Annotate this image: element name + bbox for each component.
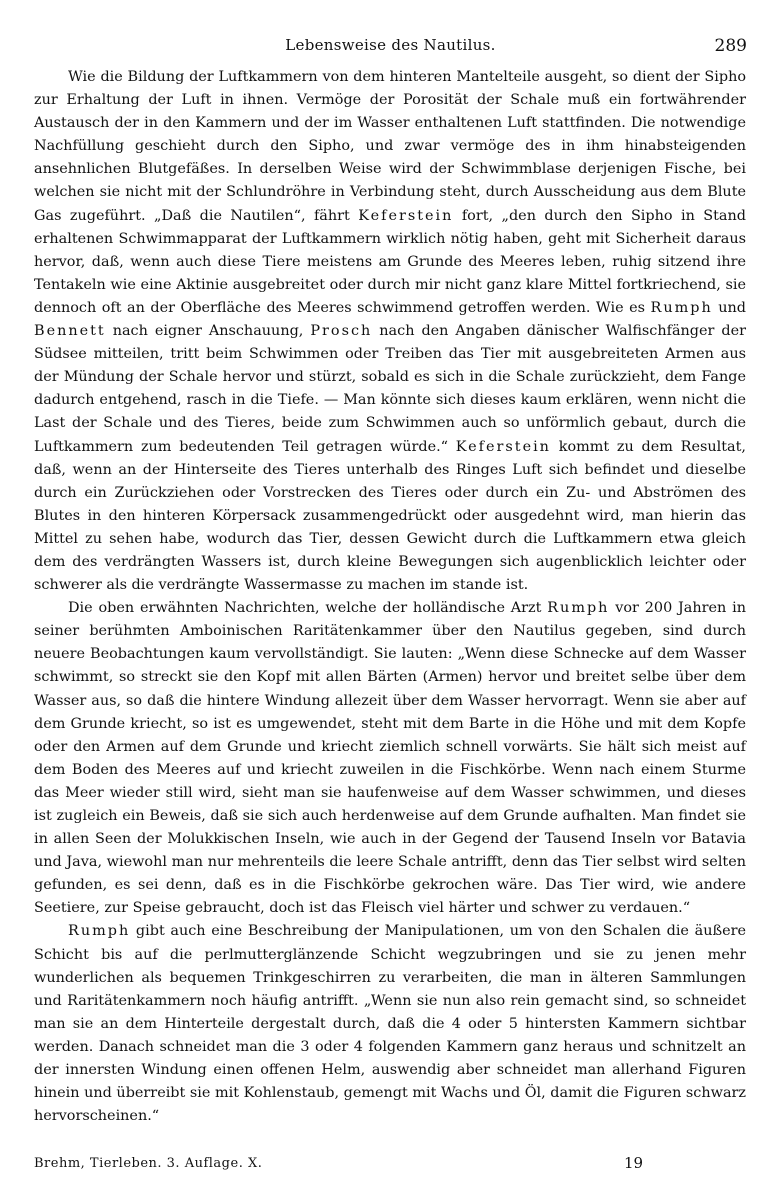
- name-emphasis: Rumph: [650, 299, 713, 316]
- page-number: 289: [714, 36, 747, 56]
- sheet-signature: 19: [624, 1154, 644, 1172]
- text-run: nach den Angaben dänischer Walfischfänger der Südsee mitteilen, tritt beim Schwimmen oder Treiben das Tier mit ausgebreiteten Armen aus der Mündung der Schale hervor und stürzt, sobald es sich in die Schale zurückzieht, dem Fange dadurch entgehend, rasch in die Tiefe. — Man könnte sich dieses kaum erklären, wenn nicht die Last der Schale und des Tieres, beide zum Schwimmen auch so unförmlich gebaut, durch die Luftkammern zum bedeutenden Teil getragen würde.“: [34, 323, 746, 455]
- text-run: Die oben erwähnten Nachrichten, welche der holländische Arzt: [68, 600, 548, 617]
- text-run: vor 200 Jahren in seiner berühmten Amboinischen Raritätenkammer über den Nautilus gegeben, sind durch neuere Beobachtungen kaum vervollständigt. Sie lauten: „Wenn diese Schnecke auf dem Wasser schwimmt, so streckt sie den Kopf mit allen Bärten (Armen) hervor und breitet selbe über dem Wasser aus, so daß die hintere Windung allezeit über dem Wasser hervorragt. Wenn sie aber auf dem Grunde kriecht, so ist es umgewendet, steht mit dem Barte in die Höhe und mit dem Kopfe oder den Armen auf dem Grunde und kriecht ziemlich schnell vorwärts. Sie hält sich meist auf dem Boden des Meeres auf und kriecht zuweilen in die Fischkörbe. Wenn nach einem Sturme das Meer wieder still wird, sieht man sie haufenweise auf dem Wasser schwimmen, und dieses ist zugleich ein Beweis, daß sie sich auch herdenweise auf dem Grunde aufhalten. Man findet sie in allen Seen der Molukkischen Inseln, wie auch in der Gegend der Tausend Inseln vor Batavia und Java, wiewohl man nur mehrenteils die leere Schale antrifft, denn das Tier selbst wird selten gefunden, es sei denn, daß es in die Fischkörbe gekrochen wäre. Das Tier wird, wie andere Seetiere, zur Speise gebraucht, doch ist das Fleisch viel härter und schwer zu verdauen.“: [34, 600, 746, 917]
- text-run: Wie die Bildung der Luftkammern von dem hinteren Mantelteile ausgeht, so dient der Sipho zur Erhaltung der Luft in ihnen. Vermöge der Porosität der Schale muß ein fortwährender Austausch der in den Kammern und der im Wasser enthaltenen Luft stattfinden. Die notwendige Nachfüllung geschieht durch den Sipho, und zwar vermöge des in ihm hinabsteigenden ansehnlichen Blutgefäßes. In derselben Weise wird der Schwimmblase derjenigen Fische, bei welchen sie nicht mit der Schlundröhre in Verbindung steht, durch Ausscheidung aus dem Blute Gas zugeführt. „Daß die Nautilen“, fährt: [34, 69, 746, 224]
- running-title: Lebensweise des Nautilus.: [285, 36, 496, 54]
- name-emphasis: Rumph: [68, 923, 131, 940]
- text-run: fort, „den durch den Sipho in Stand erhaltenen Schwimmapparat der Luftkammern wirklich nötig haben, geht mit Sicherheit daraus hervor, daß, wenn auch diese Tiere meistens am Grunde des Meeres leben, ruhig sitzend ihre Tentakeln wie eine Aktinie ausgebreitet oder durch mir nicht ganz klare Mittel fortkriechend, sie dennoch oft an der Oberfläche des Meeres schwimmend getroffen werden. Wie es: [34, 207, 746, 316]
- name-emphasis: Bennett: [34, 323, 106, 340]
- paragraph: [34, 920, 746, 1128]
- paragraph: [34, 597, 746, 920]
- name-emphasis: Prosch: [310, 323, 373, 340]
- paragraph: [34, 66, 746, 597]
- text-run: nach eigner Anschauung,: [105, 323, 311, 340]
- name-emphasis: Rumph: [547, 600, 610, 617]
- page-footer: [34, 1154, 747, 1176]
- text-run: und: [712, 299, 746, 316]
- footer-source: Brehm, Tierleben. 3. Auflage. X.: [34, 1156, 263, 1171]
- page-header: [34, 36, 747, 58]
- text-run: kommt zu dem Resultat, daß, wenn an der Hinterseite des Tieres unterhalb des Ringes Luft sich befindet und dieselbe durch ein Zurückziehen oder Vorstrecken des Tieres oder durch ein Zu- und Abströmen des Blutes in den hinteren Körpersack zusammengedrückt oder ausgedehnt wird, man hierin das Mittel zu sehen habe, wodurch das Tier, dessen Gewicht durch die Luftkammern etwa gleich dem des verdrängten Wassers ist, durch kleine Bewegungen sich augenblicklich leichter oder schwerer als die verdrängte Wassermasse zu machen im stande ist.: [34, 438, 746, 594]
- name-emphasis: Keferstein: [358, 207, 454, 224]
- body-text: [34, 66, 746, 1128]
- text-run: gibt auch eine Beschreibung der Manipulationen, um von den Schalen die äußere Schicht bis auf die perlmutterglänzende Schicht wegzubringen und sie zu jenen mehr wunderlichen als bequemen Trinkgeschirren zu verarbeiten, die man in älteren Sammlungen und Raritätenkammern noch häufig antrifft. „Wenn sie nun also rein gemacht sind, so schneidet man sie an dem Hinterteile dergestalt durch, daß die 4 oder 5 hintersten Kammern sichtbar werden. Danach schneidet man die 3 oder 4 folgenden Kammern ganz heraus und schnitzelt an der innersten Windung einen offenen Helm, auswendig aber schneidet man allerhand Figuren hinein und überreibt sie mit Kohlenstaub, gemengt mit Wachs und Öl, damit die Figuren schwarz hervorscheinen.“: [34, 923, 746, 1125]
- name-emphasis: Keferstein: [455, 438, 551, 455]
